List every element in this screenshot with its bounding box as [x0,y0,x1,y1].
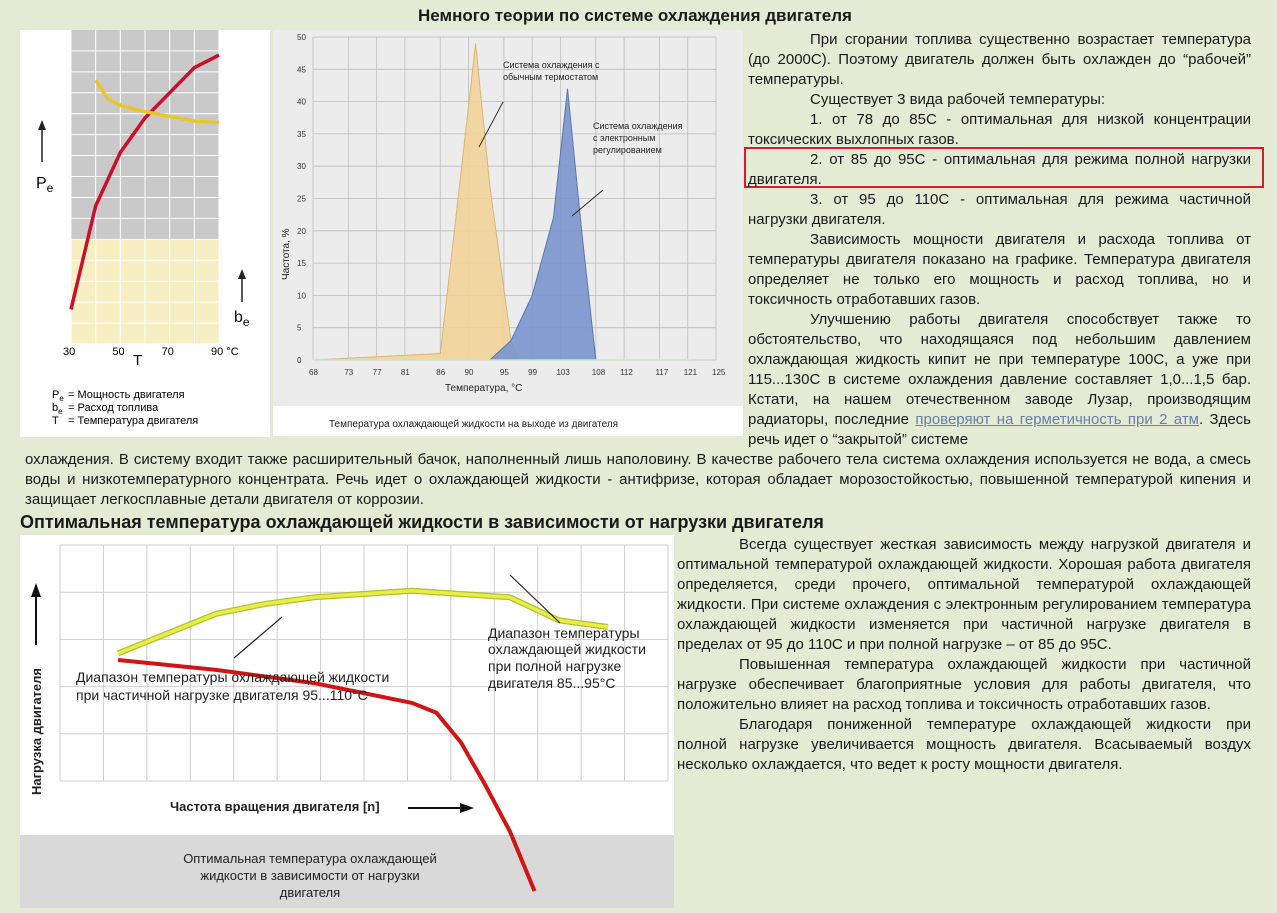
frequency-svg [273,30,743,436]
full-annot-3: при полной нагрузке [488,658,622,674]
c2-xtick: 68 [309,368,318,377]
para-1: При сгорании топлива существенно возрастает температура (до 2000С). Поэтому двигатель должен быть охлажден до “рабочей” температуры. [748,31,1251,88]
para-s2-1: Всегда существует жесткая зависимость между нагрузкой двигателя и оптимальной температурой охлаждающей жидкости. Хорошая работа двигателя определяется, среди прочего, оптимальной температурой охлаждающей жидкости. При системе охлаждения с электронным регулированием температура охлаждающей жидкости изменяется при частичной нагрузке двигателя в пределах от 95 до 110С и при полной нагрузке – от 85 до 95С. [677,536,1251,653]
c2-caption: Температура охлаждающей жидкости на выходе из двигателя [329,419,619,430]
pressure-test-link[interactable]: проверяют на герметичность при 2 атм [915,411,1199,428]
c2-xtick: 73 [344,368,354,377]
load-temperature-svg [20,535,674,908]
thermostat-label-1: Система охлаждения с [503,60,600,70]
c2-xtick: 86 [436,368,446,377]
legend-symbol: T [52,415,59,427]
c2-ytick: 25 [297,194,306,204]
c3-caption-1: Оптимальная температура охлаждающей [183,851,437,866]
c2-ytick: 45 [297,65,306,75]
be-label: $b_e$ [234,309,250,329]
theory-text-continued [25,450,1251,510]
legend-label: = Мощность двигателя [68,389,185,401]
c2-xtick: 95 [499,368,509,377]
c2-xtick: 81 [400,368,410,377]
para-2: Существует 3 вида рабочей температуры: [810,91,1106,108]
frequency-chart [273,30,743,436]
para-7: Улучшению работы двигателя способствует также то обстоятельство, что находящаяся под небольшим давлением охлаждающая жидкость кипит не при температуре 100С, а уже при 115...130С в системе охлаждения давление составляет 1,0...1,5 бар. Кстати, на нашем отечественном заводе Лузар, производящим радиаторы, последние проверяют на герметичность при 2 атм. Здесь речь идет о “закрытой” системе [748,311,1251,448]
theory-text [748,30,1251,450]
c2-ytick: 35 [297,129,306,139]
c2-xlabel: Температура, °C [445,383,523,394]
electronic-label-1: Система охлаждения [593,121,683,131]
legend-label: = Расход топлива [68,402,159,414]
c2-ytick: 30 [297,162,306,172]
pe-label: $P_e$ [36,175,54,195]
load-temperature-chart [20,535,674,908]
c2-ytick: 40 [297,97,306,107]
electronic-label-2: с электронным [593,133,656,143]
para-s2-2: Повышенная температура охлаждающей жидкости при частичной нагрузке обеспечивает благоприятные условия для работы двигателя, что положительно влияет на расход топлива и токсичность отработавших газов. [677,656,1251,713]
c2-xtick: 117 [655,368,669,377]
legend-symbol: $b_e$ [52,402,63,416]
c1-xtick: 90 °C [211,346,239,358]
c2-xtick: 90 [464,368,474,377]
page-title: Немного теории по системе охлаждения двигателя [418,6,852,25]
full-annot-4: двигателя 85...95°C [488,675,616,691]
c2-ytick: 5 [297,323,302,333]
section-title: Оптимальная температура охлаждающей жидкости в зависимости от нагрузки двигателя [20,512,824,532]
c3-xlabel: Частота вращения двигателя [n] [170,799,380,814]
partial-annot-2: при частичной нагрузке двигателя 95...110°C [76,687,368,703]
c2-ytick: 50 [297,33,306,42]
c2-xtick: 77 [372,368,382,377]
c1-xtick: 70 [161,346,174,358]
c2-xtick: 125 [712,368,726,377]
c2-ytick: 20 [297,226,306,236]
electronic-label-3: регулированием [593,145,662,155]
c2-ytick: 10 [297,291,306,301]
para-6: Зависимость мощности двигателя и расхода топлива от температуры двигателя показано на графике. Температура двигателя определяет не только его мощность и расход топлива, но и токсичность отработавших газов. [748,231,1251,308]
para-5: 3. от 95 до 110С - оптимальная для режима частичной нагрузки двигателя. [748,191,1251,228]
para-s2-3: Благодаря пониженной температуре охлаждающей жидкости при полной нагрузке увеличивается мощность двигателя. Всасываемый воздух несколько охлаждается, что ведет к росту мощности двигателя. [677,716,1251,773]
para-3: 1. от 78 до 85С - оптимальная для низкой концентрации токсических выхлопных газов. [748,111,1251,148]
power-fuel-svg [20,30,270,437]
c3-caption-2: жидкости в зависимости от нагрузки [200,868,420,883]
full-annot-1: Диапазон температуры [488,625,640,641]
optimal-temp-text [677,535,1251,775]
c2-xtick: 103 [556,368,570,377]
c3-caption-3: двигателя [279,885,341,900]
c1-xtick: 50 [112,346,125,358]
para-4: 2. от 85 до 95С - оптимальная для режима полной нагрузки двигателя. [748,151,1251,188]
para-7-continued: охлаждения. В систему входит также расширительный бачок, наполненный лишь наполовину. В качестве рабочего тела система охлаждения используется не вода, а смесь воды и низкотемпературного концентрата. Речь идет о охлаждающей жидкости - антифризе, которая обладает морозостойкостью, повышенной температурой кипения и защищает легкосплавные детали двигателя от коррозии. [25,451,1251,508]
legend-symbol: $P_e$ [52,389,64,403]
c1-xlabel: T [133,352,143,369]
c1-xtick: 30 [63,346,76,358]
legend-label: = Температура двигателя [68,415,199,427]
full-annot-2: охлаждающей жидкости [488,641,646,657]
thermostat-label-2: обычным термостатом [503,72,599,82]
c2-xtick: 108 [591,368,606,377]
c2-ytick: 0 [297,356,302,365]
c2-xtick: 112 [620,368,633,377]
power-fuel-chart [20,30,270,437]
c3-ylabel: Нагрузка двигателя [29,668,44,795]
c2-ylabel: Частота, % [281,228,292,280]
c2-ytick: 15 [297,259,306,269]
c2-xtick: 99 [528,368,538,377]
c2-xtick: 121 [683,368,698,377]
partial-annot-1: Диапазон температуры охлаждающей жидкости [76,669,390,685]
